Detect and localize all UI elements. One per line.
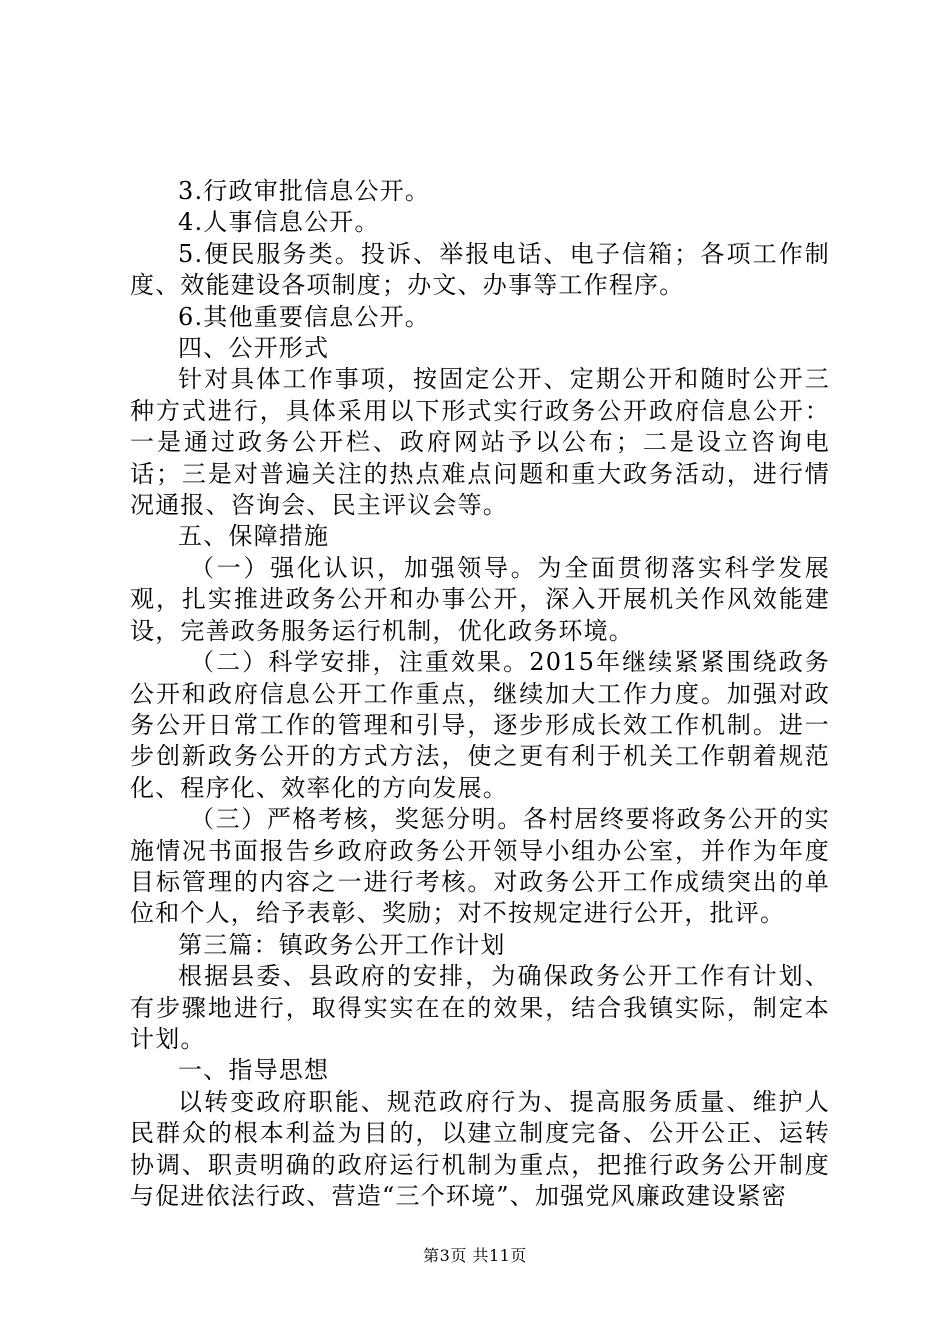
chapter-heading-part-three: 第三篇：镇政务公开工作计划 bbox=[178, 930, 506, 959]
section-heading-disclosure-forms: 四、公开形式 bbox=[178, 334, 330, 363]
page-number-footer: 第3页 共11页 bbox=[423, 1246, 527, 1265]
paragraph-item-3: 3.行政审批信息公开。 bbox=[178, 177, 431, 205]
paragraph-safeguard-3: （三）严格考核，奖惩分明。各村居终要将政务公开的实施情况书面报告乡政府政务公开领导小组办公室，并作为年度目标管理的内容之一进行考核。对政务公开工作成绩突出的单位和个人，给予表彰、奖励；对不按规定进行公开，批评。 bbox=[130, 805, 830, 928]
paragraph-item-5: 5.便民服务类。投诉、举报电话、电子信箱；各项工作制度、效能建设各项制度；办文、办事等工作程序。 bbox=[130, 239, 830, 300]
paragraph-guiding-ideology: 以转变政府职能、规范政府行为、提高服务质量、维护人民群众的根本利益为目的，以建立制度完备、公开公正、运转协调、职责明确的政府运行机制为重点，把推行政务公开制度与促进依法行政、营造“三个环境”、加强党风廉政建设紧密 bbox=[130, 1087, 830, 1210]
paragraph-safeguard-1: （一）强化认识，加强领导。为全面贯彻落实科学发展观，扎实推进政务公开和办事公开，深入开展机关作风效能建设，完善政务服务运行机制，优化政务环境。 bbox=[130, 553, 830, 645]
paragraph-item-4: 4.人事信息公开。 bbox=[178, 208, 380, 237]
paragraph-item-6: 6.其他重要信息公开。 bbox=[178, 302, 431, 331]
paragraph-safeguard-2: （二）科学安排，注重效果。2015年继续紧紧围绕政务公开和政府信息公开工作重点，继续加大工作力度。加强对政务公开日常工作的管理和引导，逐步形成长效工作机制。进一步创新政务公开的方式方法，使之更有利于机关工作朝着规范化、程序化、效率化的方向发展。 bbox=[130, 648, 830, 802]
paragraph-disclosure-forms: 针对具体工作事项，按固定公开、定期公开和随时公开三种方式进行，具体采用以下形式实行政务公开政府信息公开：一是通过政务公开栏、政府网站予以公布；二是设立咨询电话；三是对普遍关注的热点难点问题和重大政务活动，进行情况通报、咨询会、民主评议会等。 bbox=[130, 365, 830, 520]
section-heading-guiding-ideology: 一、指导思想 bbox=[178, 1056, 330, 1085]
paragraph-plan-intro: 根据县委、县政府的安排，为确保政务公开工作有计划、有步骤地进行，取得实实在在的效果，结合我镇实际，制定本计划。 bbox=[130, 962, 830, 1053]
section-heading-safeguards: 五、保障措施 bbox=[178, 522, 330, 551]
document-body bbox=[130, 176, 830, 1212]
